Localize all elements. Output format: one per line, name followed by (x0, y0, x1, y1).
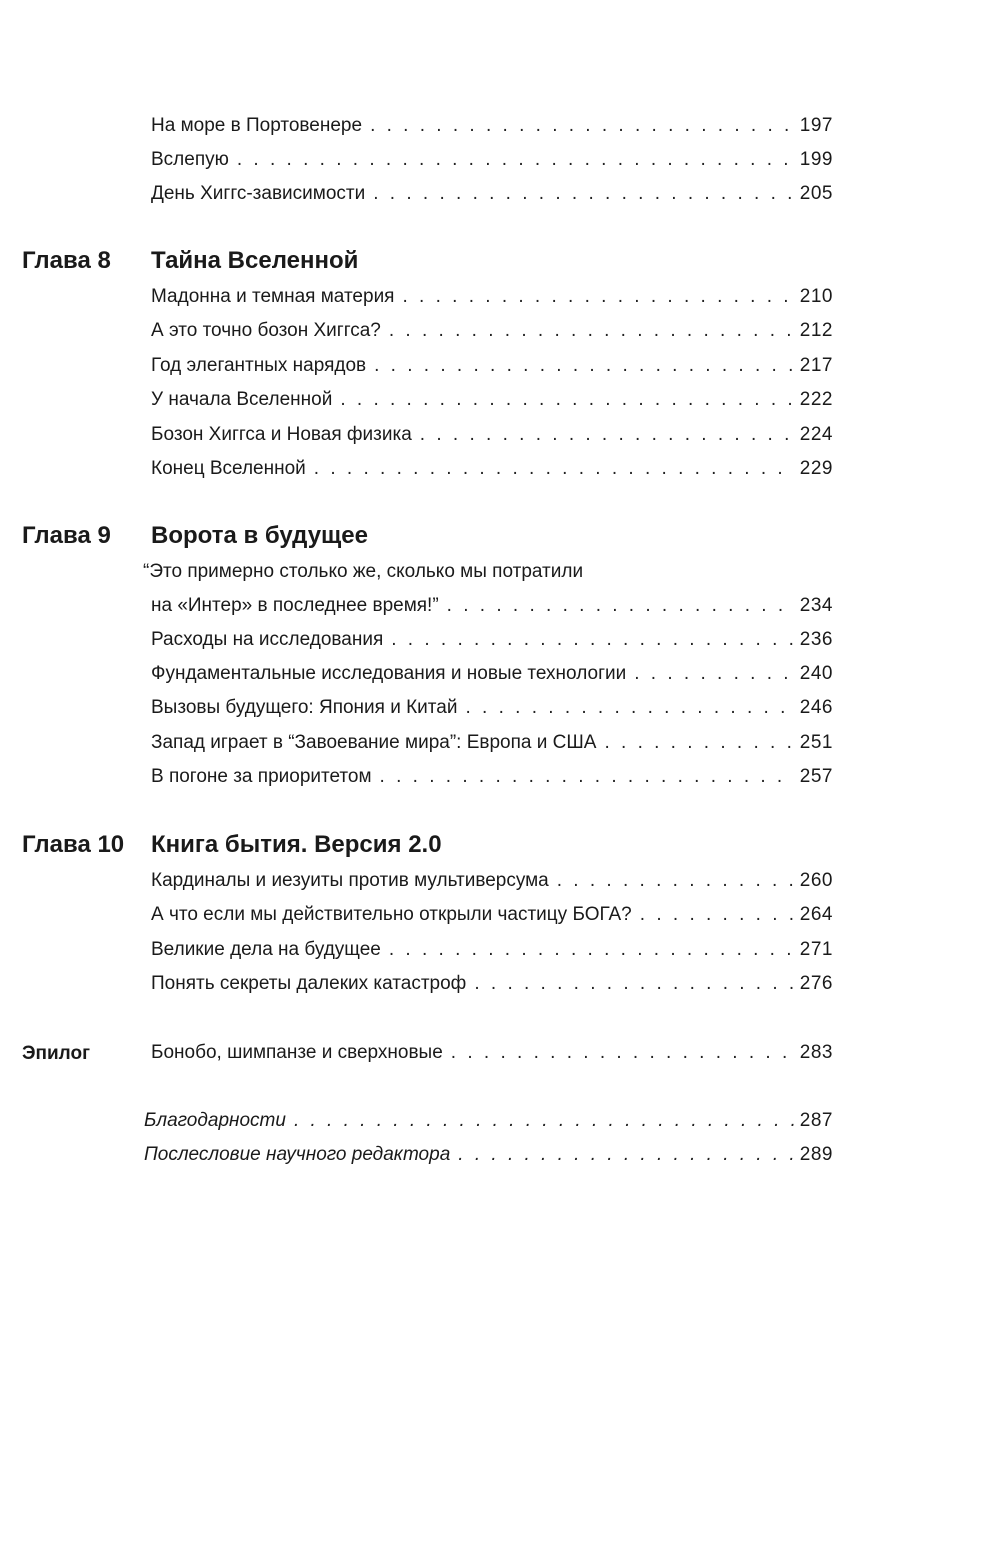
chapter-10-title[interactable]: Книга бытия. Версия 2.0 (151, 831, 442, 858)
leader-dots (447, 591, 794, 621)
leader-dots (389, 316, 794, 346)
chapter-9-title[interactable]: Ворота в будущее (151, 522, 368, 549)
toc-entry-title: Благодарности (144, 1110, 286, 1131)
toc-entry-title: Кардиналы и иезуиты против мультиверсума (151, 870, 549, 891)
toc-entry[interactable] (151, 316, 833, 346)
toc-entry[interactable] (144, 1106, 833, 1136)
toc-entry-title: У начала Вселенной (151, 389, 333, 410)
leader-dots (451, 1038, 794, 1068)
leader-dots (370, 111, 794, 141)
toc-entry-title: Послесловие научного редактора (144, 1144, 451, 1165)
toc-entry[interactable] (151, 659, 833, 689)
epilogue-label: Эпилог (22, 1043, 91, 1064)
toc-entry[interactable] (151, 728, 833, 758)
toc-entry[interactable] (151, 351, 833, 381)
toc-entry-title: На море в Портовенере (151, 115, 363, 136)
toc-entry-title: Бозон Хиггса и Новая физика (151, 424, 412, 445)
leader-dots (294, 1106, 794, 1136)
toc-entry-title: Год элегантных нарядов (151, 355, 367, 376)
toc-entry-title: Расходы на исследования (151, 629, 384, 650)
toc-entry-page: 276 (799, 973, 833, 994)
leader-dots (465, 693, 793, 723)
leader-dots (340, 385, 793, 415)
toc-entry-title: Вслепую (151, 149, 229, 170)
leader-dots (402, 282, 793, 312)
toc-entry[interactable] (151, 935, 833, 965)
chapter-8-title[interactable]: Тайна Вселенной (151, 247, 359, 274)
toc-entry-page: 217 (799, 355, 833, 376)
toc-entry-title: Фундаментальные исследования и новые технологии (151, 663, 627, 684)
leader-dots (474, 969, 793, 999)
toc-entry[interactable] (151, 969, 833, 999)
toc-entry-title: Конец Вселенной (151, 458, 306, 479)
toc-entry[interactable] (151, 1038, 833, 1068)
toc-entry-first-line[interactable] (143, 557, 825, 587)
toc-entry-page: 212 (799, 320, 833, 341)
toc-entry-title: на «Интер» в последнее время!” (151, 595, 439, 616)
toc-entry-title: “Это примерно столько же, сколько мы потратили (143, 561, 584, 582)
chapter-8-label: Глава 8 (22, 247, 111, 274)
toc-entry[interactable] (151, 900, 833, 930)
leader-dots (458, 1140, 794, 1170)
toc-entry-page: 199 (799, 149, 833, 170)
leader-dots (374, 351, 794, 381)
leader-dots (237, 145, 794, 175)
toc-entry[interactable] (151, 625, 833, 655)
toc-entry-title: А что если мы действительно открыли частицу БОГА? (151, 904, 632, 925)
toc-entry-page: 234 (799, 595, 833, 616)
toc-entry[interactable] (151, 145, 833, 175)
leader-dots (634, 659, 794, 689)
leader-dots (604, 728, 793, 758)
leader-dots (391, 625, 794, 655)
leader-dots (557, 866, 794, 896)
toc-entry-page: 271 (799, 939, 833, 960)
toc-entry-page: 283 (799, 1042, 833, 1063)
toc-entry-title: Бонобо, шимпанзе и сверхновые (151, 1042, 443, 1063)
toc-entry[interactable] (151, 179, 833, 209)
toc-entry-title: В погоне за приоритетом (151, 766, 372, 787)
toc-entry-page: 287 (799, 1110, 833, 1131)
toc-entry-page: 251 (799, 732, 833, 753)
toc-entry-page: 246 (799, 697, 833, 718)
toc-entry-page: 224 (799, 424, 833, 445)
leader-dots (640, 900, 794, 930)
toc-entry-page: 236 (799, 629, 833, 650)
toc-entry-page: 260 (799, 870, 833, 891)
toc-entry-title: Великие дела на будущее (151, 939, 381, 960)
toc-entry[interactable] (151, 111, 833, 141)
toc-entry[interactable] (151, 454, 833, 484)
toc-entry[interactable] (151, 866, 833, 896)
toc-entry-title: День Хиггс-зависимости (151, 183, 366, 204)
chapter-9-label: Глава 9 (22, 522, 111, 549)
leader-dots (420, 420, 794, 450)
toc-entry[interactable] (151, 420, 833, 450)
toc-entry-page: 264 (799, 904, 833, 925)
toc-entry[interactable] (151, 385, 833, 415)
toc-entry-title: Мадонна и темная материя (151, 286, 395, 307)
toc-entry-page: 289 (799, 1144, 833, 1165)
toc-entry-title: А это точно бозон Хиггса? (151, 320, 381, 341)
chapter-10-label: Глава 10 (22, 831, 125, 858)
toc-entry-page: 197 (799, 115, 833, 136)
leader-dots (314, 454, 794, 484)
toc-entry-page: 240 (799, 663, 833, 684)
toc-entry-page: 222 (799, 389, 833, 410)
toc-entry-page: 205 (799, 183, 833, 204)
toc-entry-title: Понять секреты далеких катастроф (151, 973, 467, 994)
toc-entry[interactable] (151, 591, 833, 621)
toc-entry-page: 210 (799, 286, 833, 307)
toc-entry-page: 229 (799, 458, 833, 479)
toc-entry[interactable] (151, 693, 833, 723)
leader-dots (389, 935, 794, 965)
toc-entry[interactable] (151, 762, 833, 792)
toc-entry[interactable] (144, 1140, 833, 1170)
leader-dots (373, 179, 794, 209)
toc-entry-page: 257 (799, 766, 833, 787)
toc-entry-title: Вызовы будущего: Япония и Китай (151, 697, 458, 718)
leader-dots (380, 762, 794, 792)
toc-entry-title: Запад играет в “Завоевание мира”: Европа и США (151, 732, 597, 753)
toc-entry[interactable] (151, 282, 833, 312)
